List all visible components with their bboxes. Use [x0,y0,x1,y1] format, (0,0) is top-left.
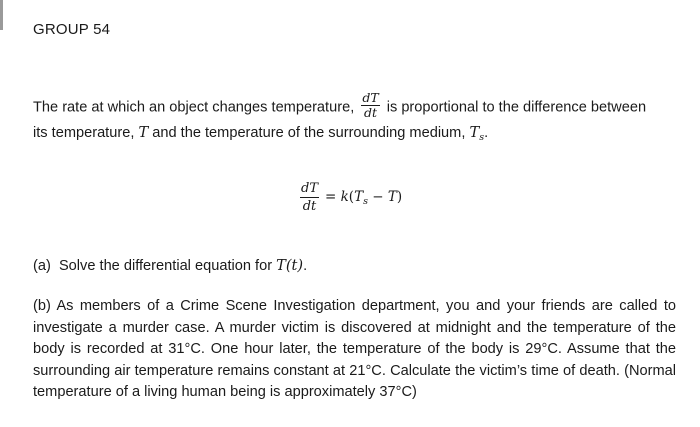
part-a-text: Solve the differential equation for [58,258,273,274]
part-a-label: (a) [33,258,51,274]
equation-T: T [387,188,397,205]
intro-line2-text: its temperature, [33,125,135,141]
equation-close-paren: ) [396,188,403,205]
intro-line2-end: . [484,125,489,141]
equation-minus: − [367,188,388,205]
newton-cooling-equation [297,180,402,215]
equation-lhs-fraction [300,180,319,215]
fraction-denominator: dt [363,105,377,120]
question-part-a [33,257,307,274]
equation-rhs [325,189,402,207]
part-a-end: . [303,258,308,274]
symbol-Ts [469,124,484,141]
intro-line-2 [33,124,488,143]
equation-k: k [340,188,349,205]
equation-lhs-denominator: dt [302,199,317,214]
symbol-Ts-sub: s [479,132,485,143]
page-edge-rule [0,0,3,30]
equation-Ts-sub: s [363,195,368,207]
intro-text-after-fraction: is proportional to the difference between [386,99,647,116]
fraction-numerator: dT [362,90,379,105]
symbol-Ts-base: T [469,124,480,141]
intro-text-before-fraction: The rate at which an object changes temperature, [33,99,355,116]
equation-equals: = [325,188,337,205]
intro-line-1 [33,90,647,122]
dT-dt-fraction [361,91,379,120]
part-a-function: T(t) [276,257,304,274]
group-title: GROUP 54 [33,21,111,38]
intro-line2-middle: and the temperature of the surrounding medium, [152,125,466,141]
symbol-T: T [138,124,149,141]
equation-open-paren: ( [348,188,355,205]
question-part-b: (b) As members of a Crime Scene Investigation department, you and your friends are called to investigate a murder case. A murder victim is discovered at midnight and the temperature of the body is recorded at 31°C. One hour later, the temperature of the body is 29°C. Assume that the surrounding air temperature remains constant at 21°C. Calculate the victim’s time of death. (Normal temperature of a living human being is approximately 37°C) [33,298,676,400]
equation-lhs-numerator: dT [301,181,318,196]
equation-Ts-base: T [354,188,364,205]
